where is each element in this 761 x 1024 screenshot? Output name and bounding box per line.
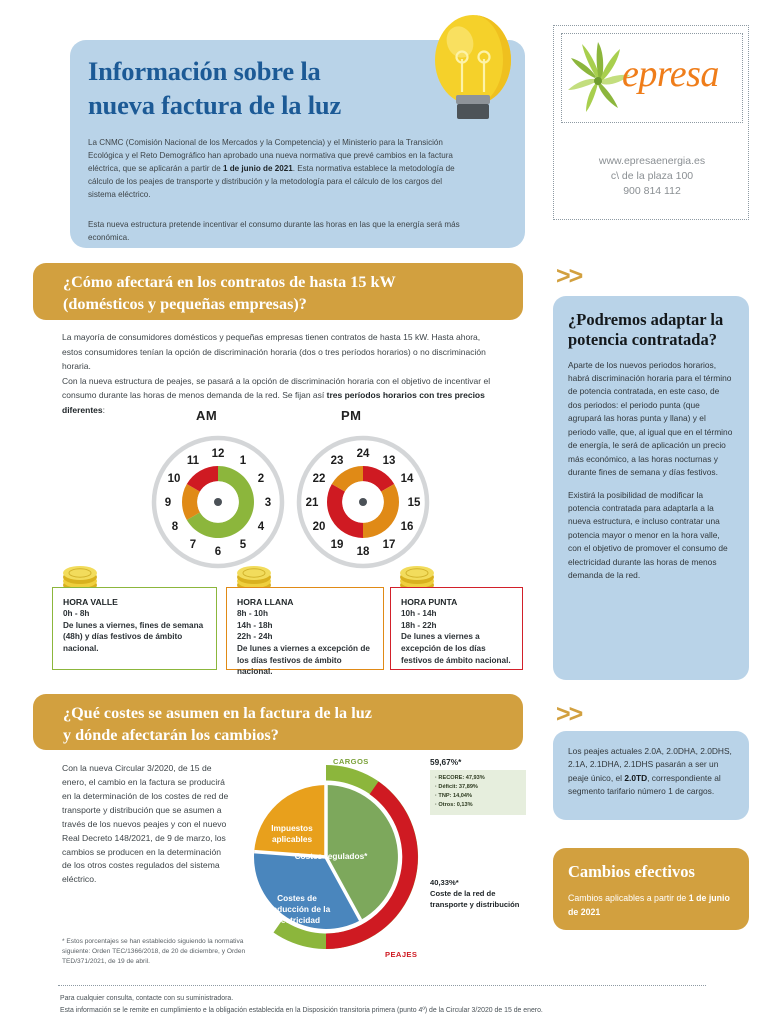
- brand-address: c\ de la plaza 100: [610, 169, 694, 182]
- cargos-breakdown-recore: · RECORE: 47,93%: [435, 775, 485, 781]
- period-llana-hours-3: 22h - 24h: [237, 632, 273, 642]
- svg-text:2: 2: [257, 473, 265, 485]
- am-clock-diagram: [148, 432, 288, 577]
- svg-text:18: 18: [356, 546, 370, 558]
- svg-text:17: 17: [382, 539, 396, 551]
- svg-text:5: 5: [239, 539, 247, 551]
- pie-slice-label-produccion: Costes de producción de la electricidad: [263, 893, 331, 925]
- period-llana-hours-2: 14h - 18h: [237, 620, 273, 630]
- footer-line-1: Para cualquier consulta, contacte con su suministradora.: [60, 995, 234, 1002]
- period-valle-hours: 0h - 8h: [63, 609, 90, 618]
- peajes-caption: Coste de la red de transporte y distribución: [430, 889, 520, 909]
- svg-text:3: 3: [264, 497, 272, 509]
- section-1-paragraph: [62, 330, 494, 418]
- section-2-note: * Estos porcentajes se han establecido siguiendo la normativa siguiente: Orden TEC/1366/2018, de 20 de diciembre, y Orden TED/371/2021, de 19 de abril.: [62, 938, 246, 966]
- brand-website[interactable]: www.epresaenergia.es: [598, 155, 706, 167]
- sidebar-card-potencia-heading: ¿Podremos adaptar la potencia contratada?: [568, 310, 724, 349]
- svg-text:11: 11: [186, 455, 200, 467]
- footer-line-2: Esta información se le remite en cumplimiento e la obligación establecida en la Disposición transitoria primera (punto 4º) de la Circular 3/2020 de 15 de enero.: [60, 1007, 543, 1015]
- sidebar-card-peajes-tariff: 2.0TD: [624, 772, 648, 783]
- svg-text:12: 12: [211, 448, 225, 460]
- pie-slice-label-impuestos: Impuestos aplicables: [271, 823, 313, 844]
- pm-clock-diagram: [293, 432, 433, 577]
- section-1-paragraph-b: Con la nueva estructura de peajes, se pasará a la opción de discriminación horaria con el objetivo de incentivar el consumo durante las horas de menos demanda de la red. Se fijan así: [62, 375, 491, 401]
- sidebar-card-cambios-heading: Cambios efectivos: [568, 862, 695, 881]
- svg-text:6: 6: [214, 546, 222, 558]
- cargos-breakdown-otros: · Otros: 0,13%: [435, 802, 473, 809]
- svg-text:22: 22: [312, 473, 326, 485]
- period-llana-hours-1: 8h - 10h: [237, 609, 268, 618]
- sidebar-card-potencia-p1: Aparte de los nuevos periodos horarios, habrá discriminación horaria para el término de potencia contratada, en este caso, de dos periodos: el periodo punta (que agrupará las horas punta y llana) y el periodo valle, que, al igual que en el término de energía, le será de aplicación un precio más económico, a las horas nocturnas y durante fines de semana y días festivos.: [568, 359, 733, 478]
- sidebar-card-peajes-text-b: , correspondiente al segmento tarifario número 1 de cargos.: [568, 772, 721, 797]
- peajes-callout: [430, 877, 526, 910]
- sidebar-card-peajes-text-a: Los peajes actuales 2.0A, 2.0DHA, 2.0DHS, 2.1A, 2.1DHA, 2.1DHS pasarán a ser un peaje único, el: [568, 746, 732, 783]
- svg-text:7: 7: [189, 539, 197, 551]
- svg-text:9: 9: [164, 497, 172, 509]
- footer-divider: [58, 985, 706, 986]
- brand-contact: [554, 154, 750, 199]
- lightbulb-icon: [418, 12, 528, 130]
- footer-text: [60, 993, 750, 1017]
- pie-slice-label-regulados: Costes regulados*: [294, 851, 368, 861]
- page-title-line1: Información sobre la: [88, 56, 321, 86]
- period-card-valle: [52, 587, 217, 670]
- section-2-paragraph: Con la nueva Circular 3/2020, de 15 de enero, el cambio en la factura se producirá en la determinación de los costes de red de transporte y distribución que se asumen a través de los nuevos peajes y con el nuevo Real Decreto 148/2021, de 9 de marzo, los cambios se producen en la determinación de los otros costes regulados del sistema eléctrico.: [62, 763, 229, 885]
- cargos-breakdown-legend: [430, 770, 526, 815]
- cargos-breakdown-deficit: · Déficit: 37,89%: [435, 784, 478, 791]
- svg-text:20: 20: [312, 521, 326, 533]
- svg-text:4: 4: [257, 521, 265, 533]
- sidebar-card-cambios-text-a: Cambios aplicables a partir de: [568, 892, 689, 903]
- hero-paragraph-1-a: La CNMC (Comisión Nacional de los Mercados y la Competencia) y el Ministerio para la Transición Ecológica y el Reto Demográfico han aprobado una nueva normativa que prevé cambios en la factura eléctrica, que se aplicarán a partir de: [88, 138, 453, 174]
- sidebar-card-potencia: [553, 296, 749, 680]
- sidebar-card-cambios-date: 1 de junio de 2021: [568, 892, 730, 917]
- chevron-double-right-icon: >>: [556, 700, 582, 728]
- svg-text:13: 13: [382, 455, 396, 467]
- svg-text:24: 24: [356, 448, 370, 460]
- svg-text:16: 16: [400, 521, 414, 533]
- leaf-burst-icon: [568, 38, 630, 120]
- pie-outer-label-cargos: CARGOS: [333, 757, 369, 766]
- section-1-banner-line1: ¿Cómo afectará en los contratos de hasta 15 kW: [63, 273, 396, 291]
- period-punta-title: HORA PUNTA: [401, 597, 458, 607]
- logo-frame: [561, 33, 743, 123]
- period-card-llana: [226, 587, 384, 677]
- svg-text:23: 23: [330, 455, 344, 467]
- cargos-total-value: 59,67%*: [430, 757, 462, 767]
- section-1-paragraph-a: La mayoría de consumidores domésticos y pequeñas empresas tienen contratos de hasta 15 kW. Hasta ahora, estos consumidores tenían la opción de discriminación horaria (dos o tres períodos horarios) o no discriminación horaria.: [62, 332, 486, 372]
- period-card-punta: [390, 587, 523, 670]
- section-2-banner: [33, 694, 523, 750]
- svg-text:19: 19: [330, 539, 344, 551]
- cargos-breakdown-tnp: · TNP: 14,04%: [435, 793, 472, 800]
- period-valle-title: HORA VALLE: [63, 597, 118, 607]
- pm-label: PM: [341, 408, 362, 423]
- hero-paragraph-1: [88, 136, 468, 202]
- brand-panel: [553, 25, 749, 220]
- logo-wordmark: epresa: [622, 53, 719, 95]
- svg-text:8: 8: [171, 521, 179, 533]
- sidebar-card-peajes: [553, 731, 749, 820]
- sidebar-card-potencia-p2: Existirá la posibilidad de modificar la potencia contratada para adaptarla a la nueva estructura, e incluso contratar una potencia mayor o menor en la hora valle, con el objetivo de promover el consumo de electricidad durante las horas de menos demanda de la red.: [568, 489, 728, 581]
- peajes-total-value: 40,33%*: [430, 878, 459, 887]
- svg-text:10: 10: [167, 473, 181, 485]
- period-llana-title: HORA LLANA: [237, 597, 294, 607]
- chevron-double-right-icon: >>: [556, 262, 582, 290]
- svg-text:21: 21: [305, 497, 319, 509]
- svg-text:14: 14: [400, 473, 414, 485]
- period-llana-desc: De lunes a viernes a excepción de los días festivos de ámbito nacional.: [237, 643, 370, 677]
- sidebar-card-peajes-text: [568, 745, 734, 799]
- section-2-banner-line2: y dónde afectarán los cambios?: [63, 725, 279, 744]
- period-punta-desc: De lunes a viernes a excepción de los días festivos de ámbito nacional.: [401, 632, 511, 665]
- pie-outer-label-peajes: PEAJES: [385, 950, 418, 959]
- page-title: [88, 55, 428, 123]
- am-label: AM: [196, 408, 218, 423]
- brand-phone[interactable]: 900 814 112: [623, 184, 681, 197]
- sidebar-card-cambios-text: [568, 891, 734, 919]
- section-1-banner: [33, 263, 523, 320]
- period-punta-hours-2: 18h - 22h: [401, 620, 437, 630]
- section-1-paragraph-c: :: [102, 405, 105, 416]
- hero-paragraph-1-b: . Esta normativa establece la metodología de cálculo de los peajes de transporte y distribución y la metodología para el cálculo de los cargos del sistema eléctrico.: [88, 164, 455, 200]
- hero-effective-date: 1 de junio de 2021: [222, 164, 293, 174]
- period-punta-hours-1: 10h - 14h: [401, 609, 437, 618]
- section-1-banner-line2: (domésticos y pequeñas empresas)?: [63, 294, 307, 313]
- section-1-paragraph-emphasis: tres períodos horarios con tres precios diferentes: [62, 390, 485, 416]
- svg-text:15: 15: [407, 497, 421, 509]
- section-2-banner-line1: ¿Qué costes se asumen en la factura de la luz: [63, 704, 372, 722]
- page-title-line2: nueva factura de la luz: [88, 89, 342, 120]
- svg-text:1: 1: [239, 455, 247, 467]
- sidebar-card-cambios: [553, 848, 749, 930]
- hero-paragraph-2: Esta nueva estructura pretende incentivar el consumo durante las horas en las que la energía será más económica.: [88, 220, 460, 243]
- period-valle-desc: De lunes a viernes, fines de semana (48h) y días festivos de ámbito nacional.: [63, 620, 204, 653]
